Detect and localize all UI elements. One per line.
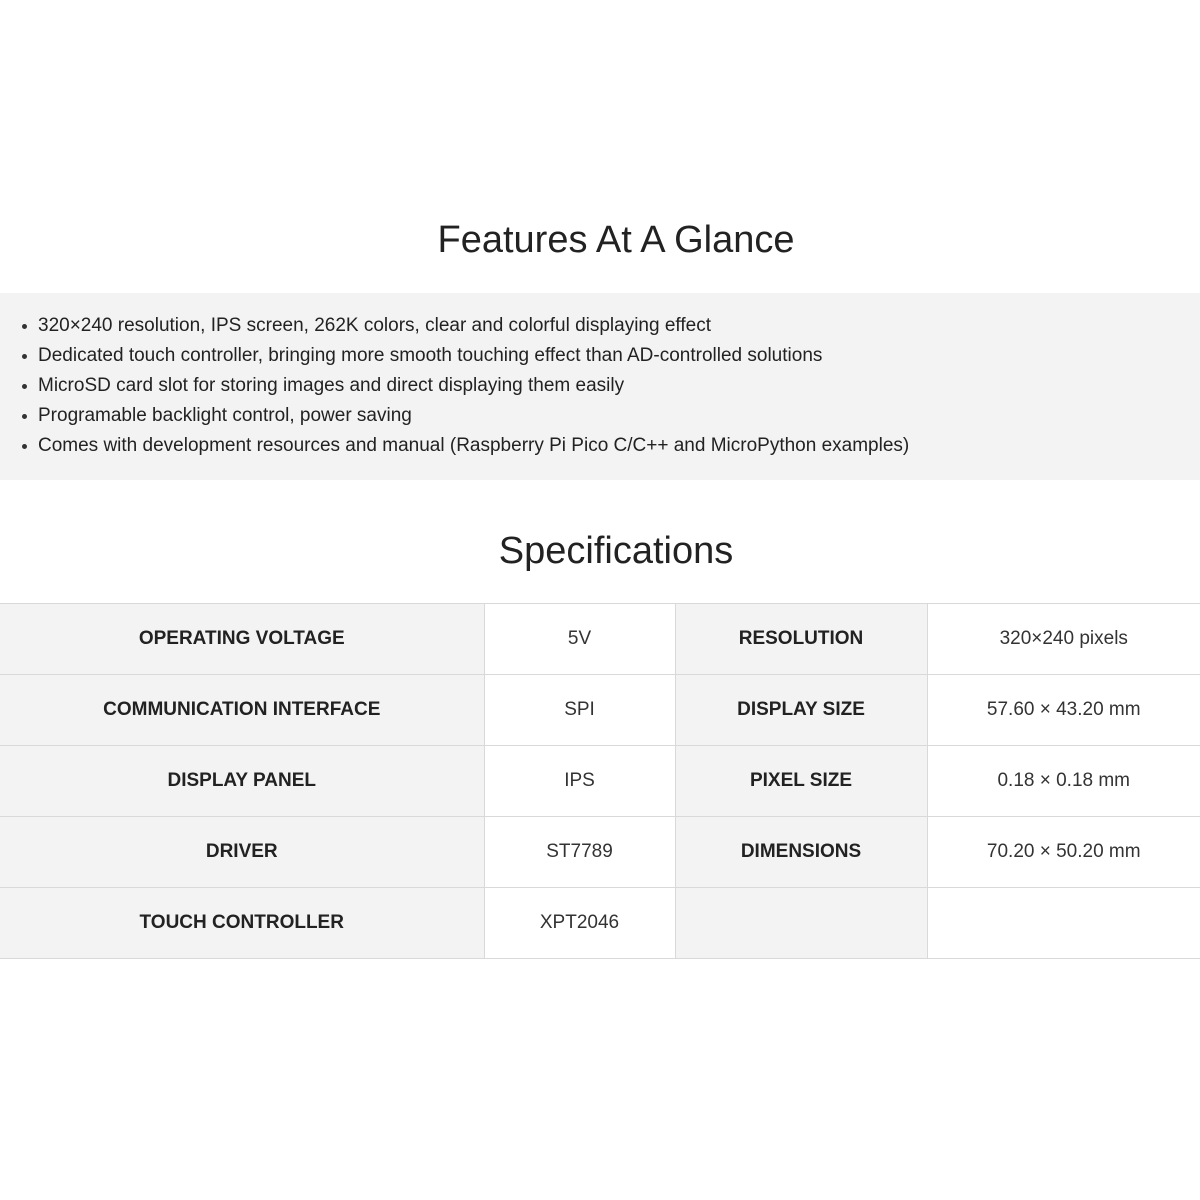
spec-value: ST7789 [484, 817, 675, 888]
specifications-heading: Specifications [498, 530, 734, 572]
spec-value: IPS [484, 746, 675, 817]
spec-label: DRIVER [0, 817, 484, 888]
feature-text: 320×240 resolution, IPS screen, 262K colors, clear and colorful displaying effect [38, 315, 711, 336]
table-row [0, 817, 1200, 888]
features-list [20, 311, 909, 461]
features-heading: Features At A Glance [437, 219, 795, 261]
bullet-icon [22, 444, 27, 449]
table-row [0, 888, 1200, 959]
bullet-icon [22, 324, 27, 329]
table-row [0, 746, 1200, 817]
feature-item [20, 371, 909, 401]
spec-label: DISPLAY PANEL [0, 746, 484, 817]
feature-text: Programable backlight control, power saving [38, 405, 412, 426]
feature-text: MicroSD card slot for storing images and direct displaying them easily [38, 375, 625, 396]
bullet-icon [22, 384, 27, 389]
spec-label: DIMENSIONS [675, 817, 927, 888]
spec-value: 5V [484, 604, 675, 675]
bullet-icon [22, 354, 27, 359]
spec-value: XPT2046 [484, 888, 675, 959]
spec-value: SPI [484, 675, 675, 746]
feature-item [20, 341, 909, 371]
feature-text: Comes with development resources and manual (Raspberry Pi Pico C/C++ and MicroPython examples) [38, 435, 910, 456]
spec-label: DISPLAY SIZE [675, 675, 927, 746]
spec-value: 70.20 × 50.20 mm [927, 817, 1200, 888]
spec-label: COMMUNICATION INTERFACE [0, 675, 484, 746]
feature-text: Dedicated touch controller, bringing more smooth touching effect than AD-controlled solutions [38, 345, 823, 366]
specifications-table [0, 603, 1200, 959]
spec-value: 57.60 × 43.20 mm [927, 675, 1200, 746]
feature-item [20, 311, 909, 341]
spec-label: RESOLUTION [675, 604, 927, 675]
spec-value: 320×240 pixels [927, 604, 1200, 675]
spec-label: OPERATING VOLTAGE [0, 604, 484, 675]
feature-item [20, 401, 909, 431]
spec-value-empty [927, 888, 1200, 959]
table-row [0, 604, 1200, 675]
table-row [0, 675, 1200, 746]
bullet-icon [22, 414, 27, 419]
feature-item [20, 431, 909, 461]
spec-label-empty [675, 888, 927, 959]
spec-value: 0.18 × 0.18 mm [927, 746, 1200, 817]
spec-label: PIXEL SIZE [675, 746, 927, 817]
spec-label: TOUCH CONTROLLER [0, 888, 484, 959]
